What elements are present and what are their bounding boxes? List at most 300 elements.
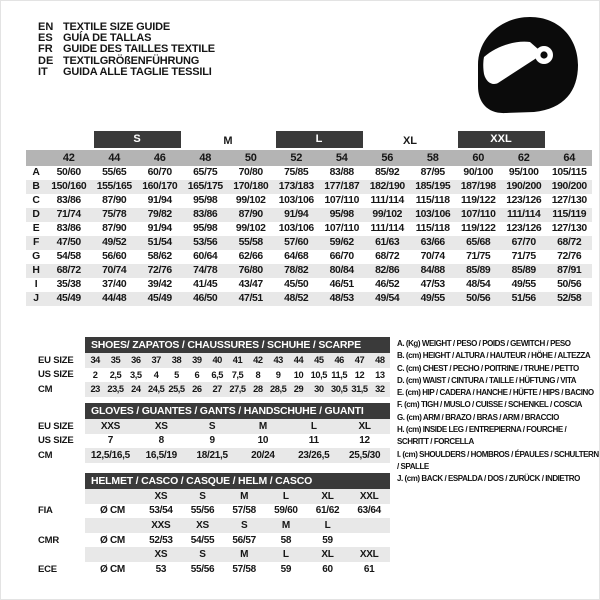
shoes-cell: 47 bbox=[354, 355, 365, 366]
shoes-cell: 42 bbox=[253, 355, 263, 366]
row-letter: A bbox=[32, 167, 40, 178]
size-value: 47/51 bbox=[238, 293, 263, 304]
size-group-label: XXL bbox=[458, 131, 545, 148]
size-value: 85/89 bbox=[466, 265, 491, 276]
language-row bbox=[38, 44, 215, 55]
size-column-header: 48 bbox=[183, 150, 229, 166]
helmet-row bbox=[38, 489, 598, 504]
shoes-cell: 11,5 bbox=[331, 369, 348, 380]
size-value: 62/66 bbox=[238, 251, 263, 262]
size-value: 187/198 bbox=[460, 181, 496, 192]
shoes-cell: 3,5 bbox=[130, 369, 142, 380]
size-value: 48/52 bbox=[284, 293, 309, 304]
size-value: 49/54 bbox=[375, 293, 400, 304]
size-group-row bbox=[26, 130, 592, 150]
size-value: 127/130 bbox=[551, 195, 587, 206]
size-value: 75/78 bbox=[102, 209, 127, 220]
size-value: 35/38 bbox=[56, 279, 81, 290]
shoes-cell: 12 bbox=[354, 369, 365, 380]
shoes-cell: 5 bbox=[174, 369, 179, 380]
size-value: 67/70 bbox=[511, 237, 536, 248]
shoes-cells bbox=[85, 368, 390, 383]
size-value: 87/91 bbox=[557, 265, 582, 276]
helmet-title-bar: HELMET / CASCO / CASQUE / HELM / CASCO bbox=[85, 473, 390, 489]
size-value: 54/58 bbox=[56, 251, 81, 262]
shoes-cell: 40 bbox=[212, 355, 222, 366]
size-table-row bbox=[26, 278, 592, 292]
racing-helmet-svg bbox=[468, 13, 584, 115]
size-value: 50/60 bbox=[56, 167, 81, 178]
shoes-cell: 27,5 bbox=[229, 384, 246, 395]
size-value: 52/58 bbox=[557, 293, 582, 304]
helmet-cell: S bbox=[199, 549, 206, 561]
language-code: IT bbox=[38, 66, 48, 79]
shoes-cell: 6 bbox=[194, 369, 200, 380]
row-letter: I bbox=[34, 279, 38, 290]
row-letter: H bbox=[32, 265, 40, 276]
legend-item: C. (cm) CHEST / PECHO / POITRINE / TRUHE / PETTO bbox=[397, 363, 579, 373]
language-code: ES bbox=[38, 32, 53, 45]
size-value: 60/64 bbox=[193, 251, 218, 262]
size-table-row bbox=[26, 194, 592, 208]
size-value: 55/65 bbox=[102, 167, 127, 178]
measurement-legend bbox=[397, 338, 599, 486]
size-value: 160/170 bbox=[142, 181, 178, 192]
gloves-cells bbox=[85, 419, 390, 434]
language-title: TEXTILE SIZE GUIDE bbox=[63, 20, 171, 33]
language-code: DE bbox=[38, 54, 54, 67]
size-value: 71/75 bbox=[511, 251, 536, 262]
helmet-cell: 59/60 bbox=[274, 505, 298, 517]
helmet-cells bbox=[85, 562, 390, 577]
helmet-cell: 60 bbox=[322, 563, 333, 575]
size-column-header: 42 bbox=[46, 150, 92, 166]
size-value: 127/130 bbox=[551, 223, 587, 234]
helmet-row bbox=[38, 547, 598, 562]
helmet-cell: M bbox=[281, 519, 290, 531]
size-value: 103/106 bbox=[278, 223, 314, 234]
size-group-cell bbox=[274, 130, 365, 150]
size-value: 43/47 bbox=[238, 279, 263, 290]
shoes-cell: 39 bbox=[192, 355, 202, 366]
shoes-row-label: US SIZE bbox=[38, 369, 74, 381]
size-value: 107/110 bbox=[460, 209, 496, 220]
size-value: 44/48 bbox=[102, 293, 127, 304]
shoes-cell: 27 bbox=[212, 384, 222, 395]
shoes-cell: 43 bbox=[273, 355, 283, 366]
helmet-cell: Ø CM bbox=[100, 563, 125, 575]
shoes-cell: 38 bbox=[171, 355, 182, 366]
helmet-row bbox=[38, 533, 598, 548]
gloves-title-bar: GLOVES / GUANTES / GANTS / HANDSCHUHE / GUANTI bbox=[85, 403, 390, 419]
gloves-cell: 12,5/16,5 bbox=[90, 449, 130, 461]
helmet-row bbox=[38, 504, 598, 519]
size-value: 50/56 bbox=[557, 279, 582, 290]
size-value: 87/90 bbox=[102, 195, 127, 206]
shoes-cell: 36 bbox=[131, 355, 141, 366]
helmet-cells bbox=[85, 504, 390, 519]
size-group-cell bbox=[547, 130, 593, 150]
size-value: 39/42 bbox=[147, 279, 172, 290]
size-value: 71/75 bbox=[466, 251, 491, 262]
language-title: GUIDE DES TAILLES TEXTILE bbox=[63, 43, 215, 56]
size-value: 72/76 bbox=[147, 265, 172, 276]
size-value: 91/94 bbox=[147, 195, 172, 206]
helmet-row-label: CMR bbox=[38, 534, 60, 546]
gloves-cell: 16,5/19 bbox=[145, 449, 177, 461]
language-row bbox=[38, 67, 215, 78]
size-value: 46/50 bbox=[193, 293, 218, 304]
shoes-cell: 23,5 bbox=[107, 384, 124, 395]
legend-item: J. (cm) BACK / ESPALDA / DOS / ZURÜCK / INDIETRO bbox=[397, 474, 580, 484]
size-value: 99/102 bbox=[372, 209, 403, 220]
gloves-cell: 12 bbox=[359, 435, 370, 447]
size-value: 53/56 bbox=[193, 237, 218, 248]
helmet-cell: 61/62 bbox=[315, 505, 340, 517]
size-value: 55/58 bbox=[238, 237, 263, 248]
shoes-cell: 32 bbox=[375, 384, 385, 395]
racing-helmet-icon bbox=[468, 13, 584, 115]
size-table-row bbox=[26, 180, 592, 194]
size-value: 57/60 bbox=[284, 237, 309, 248]
size-group-cell bbox=[26, 130, 92, 150]
size-group-cell bbox=[92, 130, 183, 150]
size-value: 119/122 bbox=[460, 223, 496, 234]
helmet-cell: M bbox=[240, 490, 249, 502]
shoes-title-bar: SHOES/ ZAPATOS / CHAUSSURES / SCHUHE / SCARPE bbox=[85, 337, 390, 353]
size-value: 107/110 bbox=[324, 223, 360, 234]
language-title: GUIDA ALLE TAGLIE TESSILI bbox=[63, 66, 212, 79]
size-value: 64/68 bbox=[284, 251, 309, 262]
size-value: 78/82 bbox=[284, 265, 309, 276]
helmet-cell: Ø CM bbox=[100, 534, 125, 546]
size-value: 61/63 bbox=[375, 237, 400, 248]
size-value: 58/62 bbox=[147, 251, 172, 262]
size-value: 71/74 bbox=[56, 209, 81, 220]
size-value: 85/92 bbox=[375, 167, 400, 178]
size-value: 87/90 bbox=[238, 209, 263, 220]
shoes-cell: 46 bbox=[334, 355, 344, 366]
shoes-cell: 13 bbox=[375, 369, 385, 380]
size-value: 190/200 bbox=[551, 181, 587, 192]
language-code: EN bbox=[38, 20, 54, 33]
shoes-cell: 24 bbox=[131, 384, 141, 395]
size-value: 95/98 bbox=[193, 195, 218, 206]
size-value: 68/72 bbox=[56, 265, 81, 276]
helmet-cell: XXS bbox=[151, 519, 171, 531]
helmet-row-label: ECE bbox=[38, 563, 57, 575]
shoes-cell: 7,5 bbox=[231, 369, 244, 380]
size-value: 182/190 bbox=[369, 181, 405, 192]
size-value: 123/126 bbox=[506, 195, 542, 206]
size-value: 95/98 bbox=[193, 223, 218, 234]
size-value: 115/118 bbox=[415, 223, 450, 234]
size-value: 65/75 bbox=[193, 167, 218, 178]
row-letter: G bbox=[32, 251, 40, 262]
row-letter: C bbox=[32, 195, 40, 206]
helmet-cell: L bbox=[282, 549, 289, 561]
size-value: 51/54 bbox=[147, 237, 172, 248]
size-value: 46/51 bbox=[329, 279, 354, 290]
size-value: 165/175 bbox=[187, 181, 223, 192]
size-column-header: 64 bbox=[547, 150, 593, 166]
size-value: 105/115 bbox=[551, 167, 587, 178]
helmet-cell: 57/58 bbox=[232, 563, 256, 575]
helmet-cell: M bbox=[240, 549, 249, 561]
gloves-cell: XXS bbox=[100, 420, 120, 432]
size-value: 65/68 bbox=[466, 237, 491, 248]
size-group-label: L bbox=[276, 131, 363, 148]
gloves-cell: 7 bbox=[107, 435, 114, 447]
size-columns-row bbox=[26, 150, 592, 166]
size-value: 90/100 bbox=[463, 167, 494, 178]
gloves-cell: M bbox=[258, 420, 267, 432]
size-value: 123/126 bbox=[506, 223, 542, 234]
shoes-cell: 10,5 bbox=[310, 369, 327, 380]
row-letter: F bbox=[33, 237, 39, 248]
shoes-cell: 25,5 bbox=[168, 384, 185, 395]
shoes-cell: 24,5 bbox=[148, 384, 165, 395]
helmet-row-label bbox=[38, 489, 85, 504]
size-value: 99/102 bbox=[235, 223, 266, 234]
size-value: 115/118 bbox=[415, 195, 450, 206]
size-value: 103/106 bbox=[415, 209, 451, 220]
size-group-label: S bbox=[94, 131, 181, 148]
size-value: 87/95 bbox=[420, 167, 445, 178]
language-code: FR bbox=[38, 43, 53, 56]
gloves-cell: L bbox=[310, 420, 317, 432]
row-letter: B bbox=[32, 181, 40, 192]
shoes-cell: 44 bbox=[293, 355, 304, 366]
gloves-cell: S bbox=[208, 420, 216, 432]
size-value: 45/49 bbox=[147, 293, 172, 304]
helmet-cell: XS bbox=[196, 519, 209, 531]
size-value: 68/72 bbox=[557, 237, 582, 248]
language-row bbox=[38, 55, 215, 66]
helmet-cell: S bbox=[240, 519, 248, 531]
helmet-cell: 55/56 bbox=[190, 505, 215, 517]
shoes-cell: 48 bbox=[375, 355, 385, 366]
shoes-cell: 30 bbox=[314, 384, 324, 395]
size-column-header: 52 bbox=[274, 150, 320, 166]
size-value: 51/56 bbox=[511, 293, 536, 304]
size-value: 79/82 bbox=[147, 209, 172, 220]
size-column-header: 50 bbox=[228, 150, 274, 166]
helmet-cell: XS bbox=[154, 490, 168, 502]
size-value: 99/102 bbox=[235, 195, 266, 206]
gloves-cell: 8 bbox=[158, 435, 164, 447]
size-value: 185/195 bbox=[415, 181, 451, 192]
size-value: 66/70 bbox=[329, 251, 354, 262]
helmet-row-label: FIA bbox=[38, 505, 53, 517]
helmet-cell: XS bbox=[154, 549, 168, 561]
size-value: 56/60 bbox=[102, 251, 127, 262]
size-table bbox=[26, 130, 592, 306]
size-value: 91/94 bbox=[147, 223, 172, 234]
size-value: 95/98 bbox=[329, 209, 354, 220]
size-table-row bbox=[26, 292, 592, 306]
shoes-cell: 45 bbox=[314, 355, 324, 366]
helmet-cell: S bbox=[199, 490, 206, 502]
size-value: 119/122 bbox=[460, 195, 496, 206]
shoes-cell: 8 bbox=[255, 369, 261, 380]
size-value: 45/49 bbox=[56, 293, 81, 304]
shoes-cell: 9 bbox=[275, 369, 281, 380]
shoes-cell: 23 bbox=[90, 384, 100, 395]
size-value: 80/84 bbox=[329, 265, 354, 276]
helmet-cell: 59 bbox=[280, 563, 292, 575]
size-value: 155/165 bbox=[96, 181, 132, 192]
size-group-label: M bbox=[223, 135, 233, 147]
helmet-cells bbox=[85, 518, 390, 533]
shoes-cell: 31,5 bbox=[351, 384, 368, 395]
size-table-row bbox=[26, 222, 592, 236]
size-value: 91/94 bbox=[284, 209, 309, 220]
gloves-cell: XS bbox=[154, 420, 168, 432]
row-letter: E bbox=[32, 223, 40, 234]
size-value: 177/187 bbox=[324, 181, 360, 192]
size-value: 107/110 bbox=[324, 195, 360, 206]
row-letter: J bbox=[33, 293, 39, 304]
gloves-cell: XL bbox=[358, 420, 371, 432]
size-group-cell bbox=[365, 130, 456, 150]
size-value: 173/183 bbox=[278, 181, 314, 192]
size-value: 150/160 bbox=[51, 181, 87, 192]
size-value: 45/50 bbox=[284, 279, 309, 290]
gloves-cell: 10 bbox=[257, 435, 269, 447]
size-value: 59/62 bbox=[329, 237, 354, 248]
size-column-header: 60 bbox=[456, 150, 502, 166]
size-table-row bbox=[26, 208, 592, 222]
helmet-cell: L bbox=[282, 490, 289, 502]
helmet-row bbox=[38, 562, 598, 577]
size-value: 75/85 bbox=[284, 167, 309, 178]
helmet-cells bbox=[85, 533, 390, 548]
shoes-cell: 35 bbox=[110, 355, 121, 366]
helmet-row-label bbox=[38, 518, 85, 533]
language-title: GUÍA DE TALLAS bbox=[63, 32, 152, 45]
size-value: 111/114 bbox=[370, 195, 404, 206]
size-table-row bbox=[26, 166, 592, 180]
size-group-label: XL bbox=[402, 135, 418, 147]
size-value: 111/114 bbox=[370, 223, 404, 234]
size-value: 50/56 bbox=[466, 293, 491, 304]
size-value: 49/55 bbox=[420, 293, 445, 304]
shoes-cells bbox=[85, 353, 390, 368]
shoes-cell: 4 bbox=[153, 369, 159, 380]
helmet-cells bbox=[85, 547, 390, 562]
helmet-cell: 52/53 bbox=[149, 534, 173, 546]
gloves-cell: 18/21,5 bbox=[196, 449, 228, 461]
size-value: 70/80 bbox=[238, 167, 263, 178]
size-column-header: 44 bbox=[92, 150, 138, 166]
shoes-row-label: CM bbox=[38, 383, 53, 395]
size-value: 47/50 bbox=[56, 237, 81, 248]
helmet-cell: 53 bbox=[155, 563, 167, 575]
helmet-cells bbox=[85, 489, 390, 504]
helmet-row bbox=[38, 518, 598, 533]
legend-item: D. (cm) WAIST / CINTURA / TAILLE / HÜFTUNG / VITA bbox=[397, 375, 577, 385]
gloves-row-label: EU SIZE bbox=[38, 420, 74, 432]
language-list bbox=[38, 21, 215, 78]
row-letter: D bbox=[32, 209, 40, 220]
helmet-cell: 53/54 bbox=[149, 505, 173, 517]
size-value: 170/180 bbox=[233, 181, 269, 192]
helmet-cell: 55/56 bbox=[190, 563, 215, 575]
helmet-cell: 56/57 bbox=[232, 534, 256, 546]
helmet-cell: XXL bbox=[359, 549, 379, 561]
shoes-cell: 29 bbox=[293, 384, 304, 395]
size-value: 70/74 bbox=[420, 251, 445, 262]
legend-item: I. (cm) SHOULDERS / HOMBROS / ÉPAULES / SCHULTERN / SPALLE bbox=[397, 449, 599, 471]
size-column-header: 56 bbox=[365, 150, 411, 166]
legend-item: B. (cm) HEIGHT / ALTURA / HAUTEUR / HÖHE / ALTEZZA bbox=[397, 351, 591, 361]
helmet-cell: XL bbox=[321, 490, 334, 502]
size-value: 87/90 bbox=[102, 223, 127, 234]
size-value: 83/88 bbox=[329, 167, 354, 178]
size-value: 72/76 bbox=[557, 251, 582, 262]
shoes-cell: 2,5 bbox=[109, 369, 122, 380]
shoes-cell: 10 bbox=[293, 369, 304, 380]
language-row bbox=[38, 21, 215, 32]
helmet-cell: 58 bbox=[280, 534, 292, 546]
size-value: 83/86 bbox=[56, 223, 81, 234]
size-value: 83/86 bbox=[56, 195, 81, 206]
size-column-header: 58 bbox=[410, 150, 456, 166]
gloves-cells bbox=[85, 448, 390, 463]
shoes-cell: 28 bbox=[253, 384, 263, 395]
size-value: 82/86 bbox=[375, 265, 400, 276]
helmet-section bbox=[38, 473, 598, 577]
gloves-cell: 25,5/30 bbox=[348, 449, 381, 461]
legend-item: F. (cm) TIGH / MUSLO / CUISSE / SCHENKEL / COSCIA bbox=[397, 400, 582, 410]
helmet-cell: 54/55 bbox=[190, 534, 215, 546]
size-value: 47/53 bbox=[420, 279, 445, 290]
size-value: 46/52 bbox=[375, 279, 400, 290]
language-title: TEXTILGRÖßENFÜHRUNG bbox=[63, 54, 200, 67]
size-column-header: 46 bbox=[137, 150, 183, 166]
shoes-cell: 41 bbox=[232, 355, 243, 366]
language-row bbox=[38, 32, 215, 43]
helmet-cell: XL bbox=[321, 549, 334, 561]
shoes-cell: 34 bbox=[90, 355, 100, 366]
size-value: 103/106 bbox=[278, 195, 314, 206]
size-value: 68/72 bbox=[375, 251, 400, 262]
shoes-row-label: EU SIZE bbox=[38, 354, 74, 366]
size-value: 41/45 bbox=[193, 279, 218, 290]
size-group-cell bbox=[456, 130, 547, 150]
size-value: 190/200 bbox=[506, 181, 542, 192]
size-value: 49/55 bbox=[511, 279, 536, 290]
size-column-header: 62 bbox=[501, 150, 547, 166]
shoes-cell: 28,5 bbox=[270, 384, 287, 395]
gloves-cell: 20/24 bbox=[251, 449, 275, 461]
shoes-cell: 30,5 bbox=[331, 384, 348, 395]
gloves-row-label: CM bbox=[38, 449, 53, 461]
legend-item: G. (cm) ARM / BRAZO / BRAS / ARM / BRACCIO bbox=[397, 412, 559, 422]
helmet-cell: XXL bbox=[359, 490, 379, 502]
gloves-cell: 9 bbox=[209, 435, 215, 447]
size-value: 83/86 bbox=[193, 209, 218, 220]
size-value: 48/54 bbox=[466, 279, 491, 290]
shoes-cell: 26 bbox=[192, 384, 202, 395]
size-value: 76/80 bbox=[238, 265, 263, 276]
size-columns-corner bbox=[26, 150, 46, 166]
shoes-cell: 6,5 bbox=[211, 369, 223, 380]
legend-item: E. (cm) HIP / CADERA / HANCHE / HÜFTE / HIPS / BACINO bbox=[397, 388, 594, 398]
shoes-cell: 2 bbox=[92, 369, 98, 380]
gloves-cell: 23/26,5 bbox=[298, 449, 330, 461]
